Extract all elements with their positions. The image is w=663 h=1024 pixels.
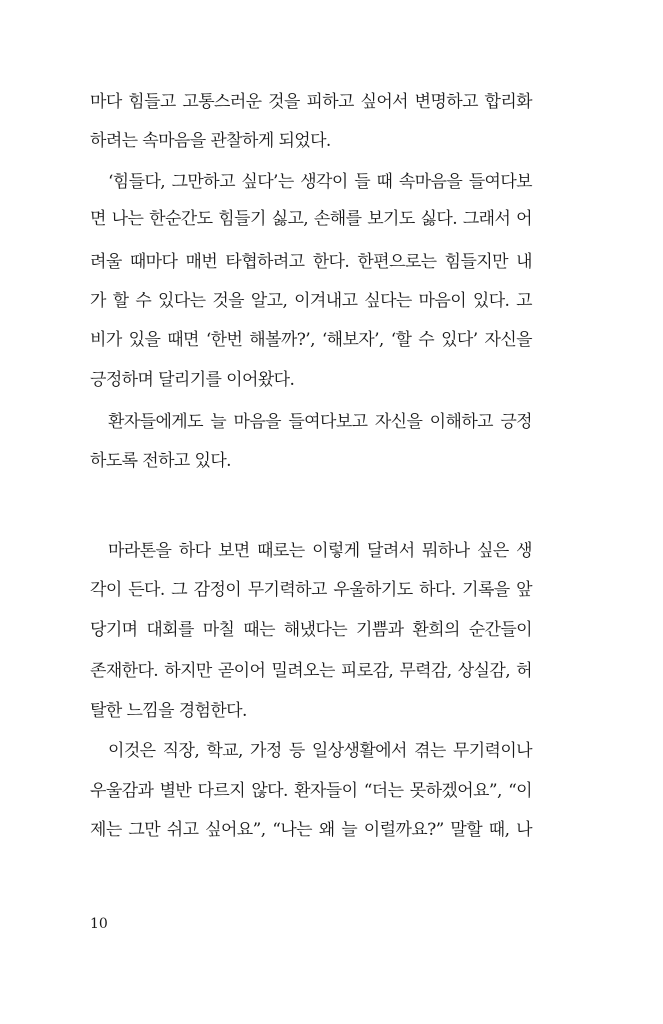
text-line: 당기며 대회를 마칠 때는 해냈다는 기쁨과 환희의 순간들이 bbox=[90, 620, 532, 640]
page-number: 10 bbox=[90, 916, 108, 932]
text-line: 면 나는 한순간도 힘들기 싫고, 손해를 보기도 싫다. 그래서 어 bbox=[90, 209, 532, 229]
text-line: 환자들에게도 늘 마음을 들여다보고 자신을 이해하고 긍정 bbox=[108, 412, 532, 432]
text-line: 려울 때마다 매번 타협하려고 한다. 한편으로는 힘들지만 내 bbox=[90, 252, 532, 272]
text-line: 마라톤을 하다 보면 때로는 이렇게 달려서 뭐하나 싶은 생 bbox=[108, 541, 532, 561]
text-line: 가 할 수 있다는 것을 알고, 이겨내고 싶다는 마음이 있다. 고 bbox=[90, 291, 532, 311]
text-line: 하도록 전하고 있다. bbox=[90, 451, 231, 471]
text-line: 각이 든다. 그 감정이 무기력하고 우울하기도 하다. 기록을 앞 bbox=[90, 580, 532, 600]
text-line: 제는 그만 쉬고 싶어요”, “나는 왜 늘 이럴까요?” 말할 때, 나 bbox=[90, 820, 532, 840]
text-line: 이것은 직장, 학교, 가정 등 일상생활에서 겪는 무기력이나 bbox=[108, 741, 532, 761]
text-line: 우울감과 별반 다르지 않다. 환자들이 “더는 못하겠어요”, “이 bbox=[90, 781, 532, 801]
text-line: 존재한다. 하지만 곧이어 밀려오는 피로감, 무력감, 상실감, 허 bbox=[90, 661, 532, 681]
text-line: 하려는 속마음을 관찰하게 되었다. bbox=[90, 131, 331, 151]
text-line: 긍정하며 달리기를 이어왔다. bbox=[90, 370, 295, 390]
text-line: 마다 힘들고 고통스러운 것을 피하고 싶어서 변명하고 합리화 bbox=[90, 92, 532, 112]
text-line: 비가 있을 때면 ‘한번 해볼까?’, ‘해보자’, ‘할 수 있다’ 자신을 bbox=[90, 330, 532, 350]
text-line: 탈한 느낌을 경험한다. bbox=[90, 701, 247, 721]
text-line: ‘힘들다, 그만하고 싶다’는 생각이 들 때 속마음을 들여다보 bbox=[108, 172, 532, 192]
